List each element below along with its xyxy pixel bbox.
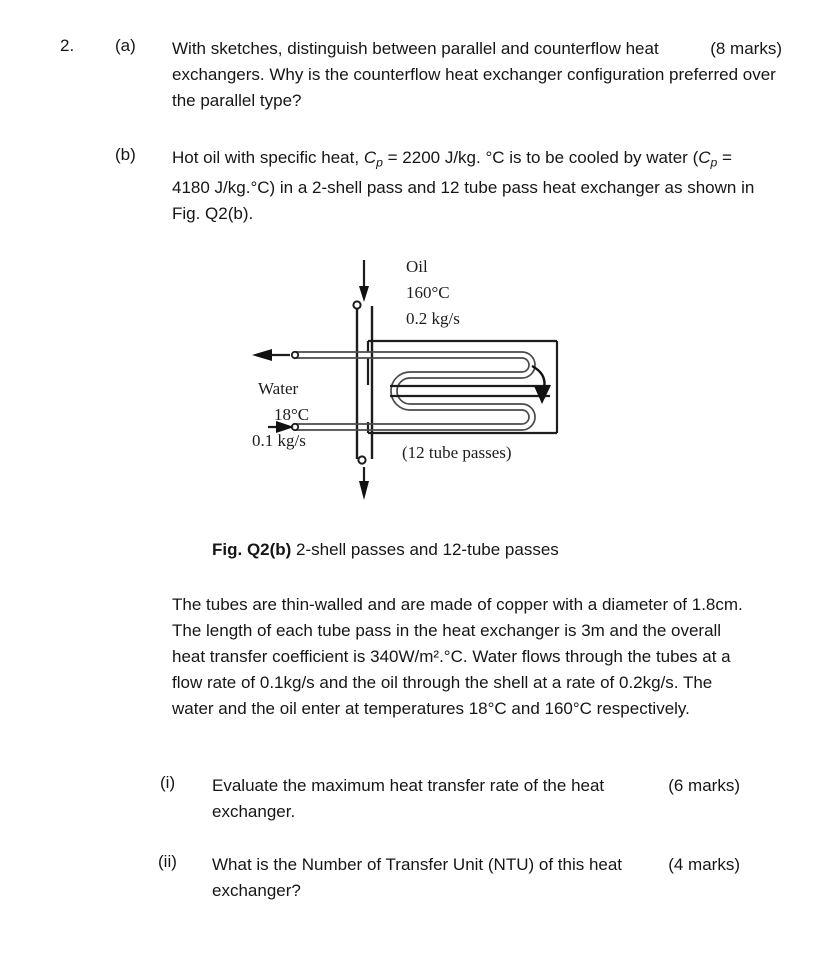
cp-symbol-water: C: [698, 148, 711, 167]
oil-inlet-fitting: [353, 301, 360, 308]
figure-tube-passes-note: (12 tube passes): [402, 443, 512, 462]
figure-caption-rest: 2-shell passes and 12-tube passes: [291, 540, 559, 559]
water-outlet-fitting: [292, 352, 298, 358]
description-paragraph: The tubes are thin-walled and are made of copper with a diameter of 1.8cm. The length of each tube pass in the heat exchanger is 3m and the overall heat transfer coefficient is 340W/m².°C. Water flows through the tubes at a flow rate of 0.1kg/s and the oil through the shell at a rate of 0.2kg/s. The water and the oil enter at temperatures 18°C and 160°C respectively.: [172, 595, 743, 718]
question-number: 2.: [60, 36, 75, 55]
oil-outlet-arrow: [359, 467, 369, 500]
heat-exchanger-figure: [250, 248, 590, 510]
subpart-label-ii: (ii): [158, 852, 177, 871]
part-label-a: (a): [115, 36, 136, 55]
oil-outlet-fitting: [358, 456, 365, 463]
subpart-ii-body: What is the Number of Transfer Unit (NTU) of this heat exchanger?: [212, 855, 623, 900]
water-outlet-arrow: [252, 349, 290, 361]
cp-symbol-oil: C: [363, 148, 377, 167]
subpart-ii-text: [212, 852, 740, 904]
subpart-i-marks: (6 marks): [668, 776, 740, 795]
part-b-text-mid: = 2200 J/kg. °C is to be cooled by water (: [382, 148, 699, 167]
tube-bundle-outer-wall: [294, 352, 535, 430]
figure-oil-temperature: 160°C: [406, 283, 450, 302]
part-b-text-before: Hot oil with specific heat,: [172, 148, 364, 167]
figure-oil-flow-rate: 0.2 kg/s: [406, 309, 460, 328]
part-label-b: (b): [115, 145, 136, 164]
part-a-marks: (8 marks): [710, 39, 782, 58]
subpart-i-body: Evaluate the maximum heat transfer rate of the heat exchanger.: [212, 776, 605, 821]
cp-subscript-oil: p: [376, 155, 383, 170]
figure-water-flow-rate: 0.1 kg/s: [252, 431, 306, 450]
figure-water-label: Water: [258, 379, 299, 398]
part-b-text: [172, 145, 772, 227]
figure-water-temperature: 18°C: [274, 405, 310, 424]
oil-inlet-arrow: [359, 260, 369, 302]
part-a-text: [172, 36, 782, 114]
figure-caption-bold: Fig. Q2(b): [212, 540, 292, 559]
part-a-body: With sketches, distinguish between parallel and counterflow heat exchangers. Why is the counterflow heat exchanger configuration preferred over the parallel type?: [172, 39, 776, 110]
cp-subscript-water: p: [710, 155, 718, 170]
figure-oil-label: Oil: [406, 257, 428, 276]
subpart-ii-marks: (4 marks): [668, 855, 740, 874]
subpart-label-i: (i): [160, 773, 176, 792]
tube-bundle-inner-wall: [294, 358, 529, 424]
subpart-i-text: [212, 773, 740, 825]
figure-caption: [212, 540, 559, 560]
part-b-text-after: = 4180 J/kg.°C) in a 2-shell pass and 12 tube pass heat exchanger as shown in Fig. Q2(b).: [172, 148, 755, 224]
